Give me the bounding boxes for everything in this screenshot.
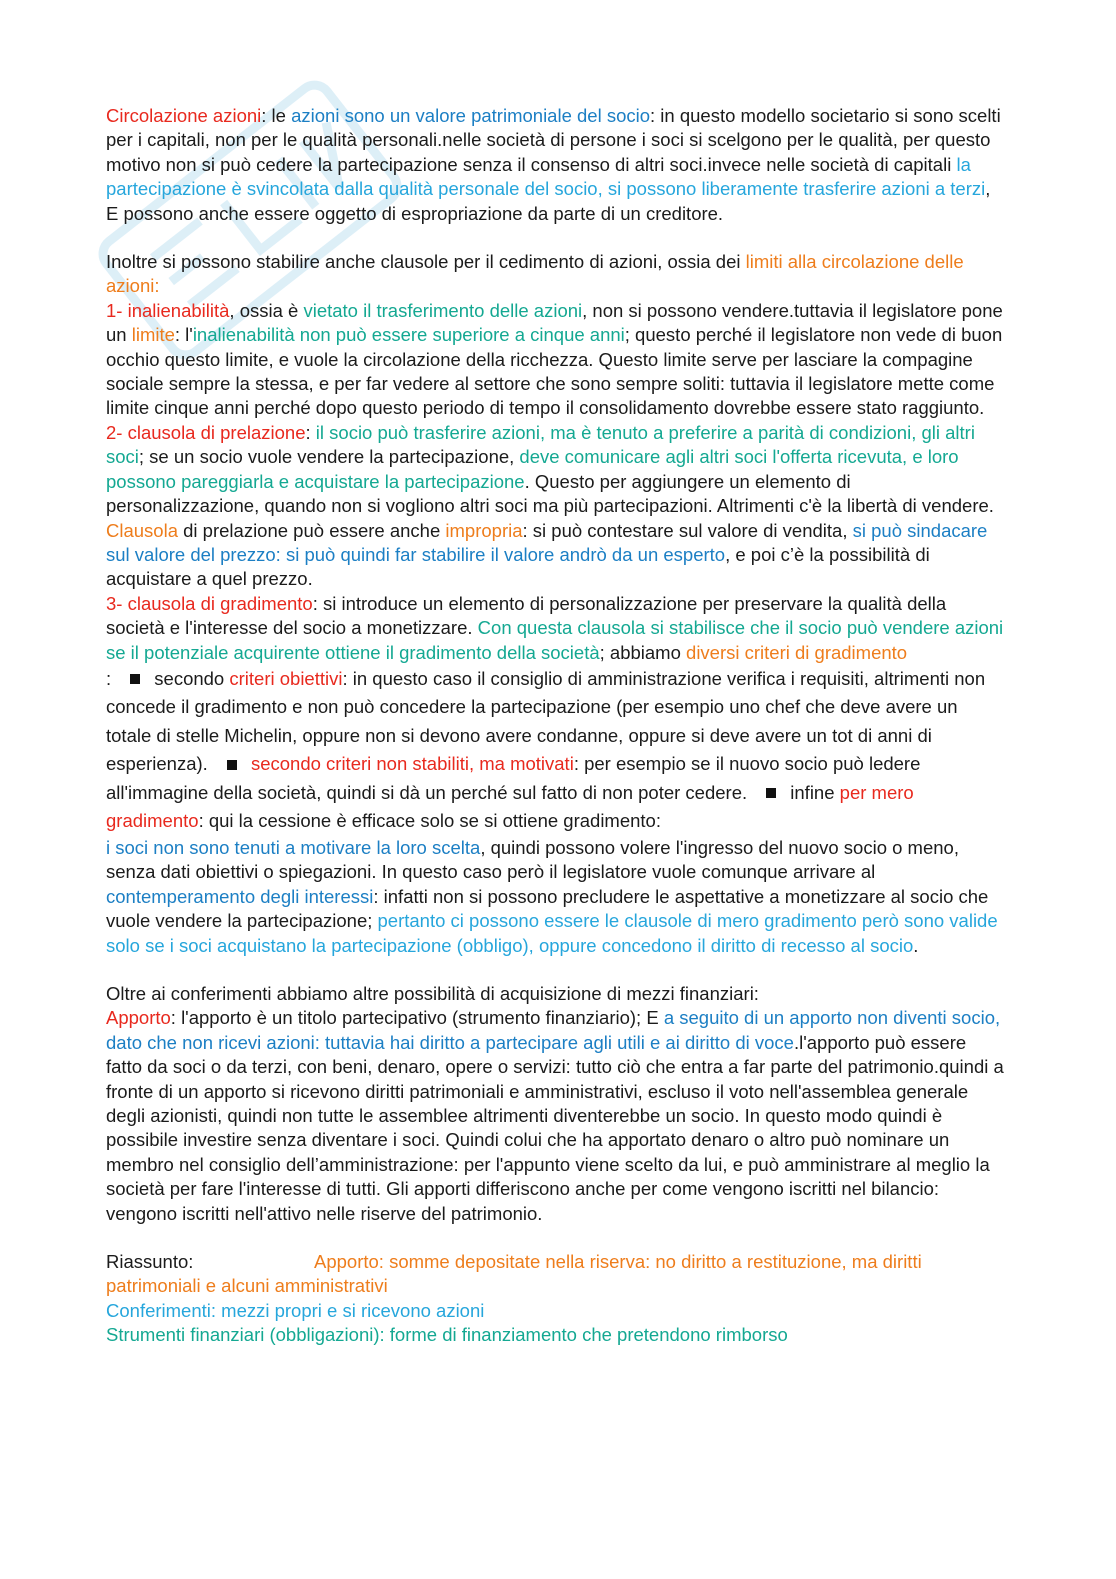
bullet-square-icon (766, 788, 776, 798)
bullet-square-icon (130, 674, 140, 684)
heading-gradimento: 3- clausola di gradimento (106, 592, 313, 614)
riassunto-label: Riassunto: (106, 1251, 194, 1273)
paragraph-clausole: Inoltre si possono stabilire anche clausole per il cedimento di azioni, ossia dei limiti alla circolazione delle azioni: 1- inalienabilità, ossia è vietato il trasferimento delle azioni, non si possono vendere.tuttavia il legislatore pone un limite: l'inalienabilità non può essere superiore a cinque anni; questo perché il legislatore non vede di buon occhio questo limite, e vuole la circolazione della ricchezza. Questo limite serve per lasciare la compagine sociale sempre la stessa, e per far vedere al settore che sono sempre soliti: tuttavia il legislatore mette come limite cinque anni perché dopo questo periodo di tempo il consolidamento dovrebbe essere stato raggiunto. 2- clausola di prelazione: il socio può trasferire azioni, ma è tenuto a preferire a parità di condizioni, gli altri soci; se un socio vuole vendere la partecipazione, deve comunicare agli altri soci l'offerta ricevuta, e loro possono pareggiarla e acquistare la partecipazione. Questo per aggiungere un elemento di personalizzazione, quando non si vogliono altri soci ma più partecipazioni. Altrimenti c'è la libertà di vendere. Clausola di prelazione può essere anche impropria: si può contestare sul valore di vendita, si può sindacare sul valore del prezzo: si può quindi far stabilire il valore andrò da un esperto, e poi c’è la possibilità di acquistare a quel prezzo. 3- clausola di gradimento: si introduce un elemento di personalizzazione per preservare la qualità della società e l'interesse del socio a monetizzare. Con questa clausola si stabilisce che il socio può vendere azioni se il potenziale acquirente ottiene il gradimento della società; abbiamo diversi criteri di gradimento (106, 251, 1004, 663)
heading-inalienabilita: 1- inalienabilità (106, 299, 230, 321)
paragraph-mero-gradimento: i soci non sono tenuti a motivare la loro scelta, quindi possono volere l'ingresso del nuovo socio o meno, senza dati obiettivi o spiegazioni. In questo caso però il legislatore vuole comunque arrivare al contemperamento degli interessi: infatti non si possono precludere le aspettative a monetizzare al socio che vuole vendere la partecipazione; pertanto ci possono essere le clausole di mero gradimento però sono valide solo se i soci acquistano la partecipazione (obbligo), oppure concedono il diritto di recesso al socio. (106, 836, 998, 956)
heading-apporto: Apporto (106, 1007, 171, 1029)
heading-prelazione: 2- clausola di prelazione (106, 421, 306, 443)
paragraph-riassunto: Riassunto: Apporto: somme depositate nella riserva: no diritto a restituzione, ma diritti patrimoniali e alcuni amministrativi Conferimenti: mezzi propri e si ricevono azioni Strumenti finanziari (obbligazioni): forme di finanziamento che pretendono rimborso (106, 1251, 922, 1346)
paragraph-apporto: Oltre ai conferimenti abbiamo altre possibilità di acquisizione di mezzi finanziari: Apporto: l'apporto è un titolo partecipativo (strumento finanziario); E a seguito di un apporto non diventi socio, dato che non ricevi azioni: tuttavia hai diritto a partecipare agli utili e ai diritto di voce.l'apporto può essere fatto da soci o da terzi, con beni, denaro, opere o servizi: tutto ciò che entra a far parte del patrimonio.quindi a fronte di un apporto si ricevono diritti patrimoniali e amministrativi, escluso il voto nell'assemblea generale degli azionisti, quindi non tutte le assemblee altrimenti diventerebbe un socio. In questo modo quindi è possibile investire senza diventare i soci. Quindi colui che ha apportato denaro o altro può nominare un membro nel consiglio dell’amministrazione: per l'appunto viene scelto da lui, e può amministrare al meglio la società per fare l'interesse di tutti. Gli apporti differiscono anche per come vengono iscritti nel bilancio: vengono iscritti nell'attivo nelle riserve del patrimonio. (106, 982, 1004, 1224)
paragraph-criteri: : secondo criteri obiettivi: in questo caso il consiglio di amministrazione verifica i requisiti, altrimenti non concede il gradimento e non può concedere la partecipazione (per esempio uno chef che deve avere un totale di stelle Michelin, oppure non si devono avere condanne, oppure si deve avere un tot di anni di esperienza). secondo criteri non stabiliti, ma motivati: per esempio se il nuovo socio può ledere all'immagine della società, quindi si dà un perché sul fatto di non poter cedere. infine per mero gradimento: qui la cessione è efficace solo se si ottiene gradimento: (106, 667, 986, 832)
paragraph-circolazione: Circolazione azioni: le azioni sono un valore patrimoniale del socio: in questo modello societario si sono scelti per i capitali, non per le qualità personali.nelle società di persone i soci si scelgono per le qualità, per questo motivo non si può cedere la partecipazione senza il consenso di altri soci.invece nelle società di capitali la partecipazione è svincolata dalla qualità personale del socio, si possono liberamente trasferire azioni a terzi, E possono anche essere oggetto di espropriazione da parte di un creditore. (106, 105, 1001, 224)
bullet-square-icon (227, 760, 237, 770)
document-body (106, 104, 1006, 1348)
